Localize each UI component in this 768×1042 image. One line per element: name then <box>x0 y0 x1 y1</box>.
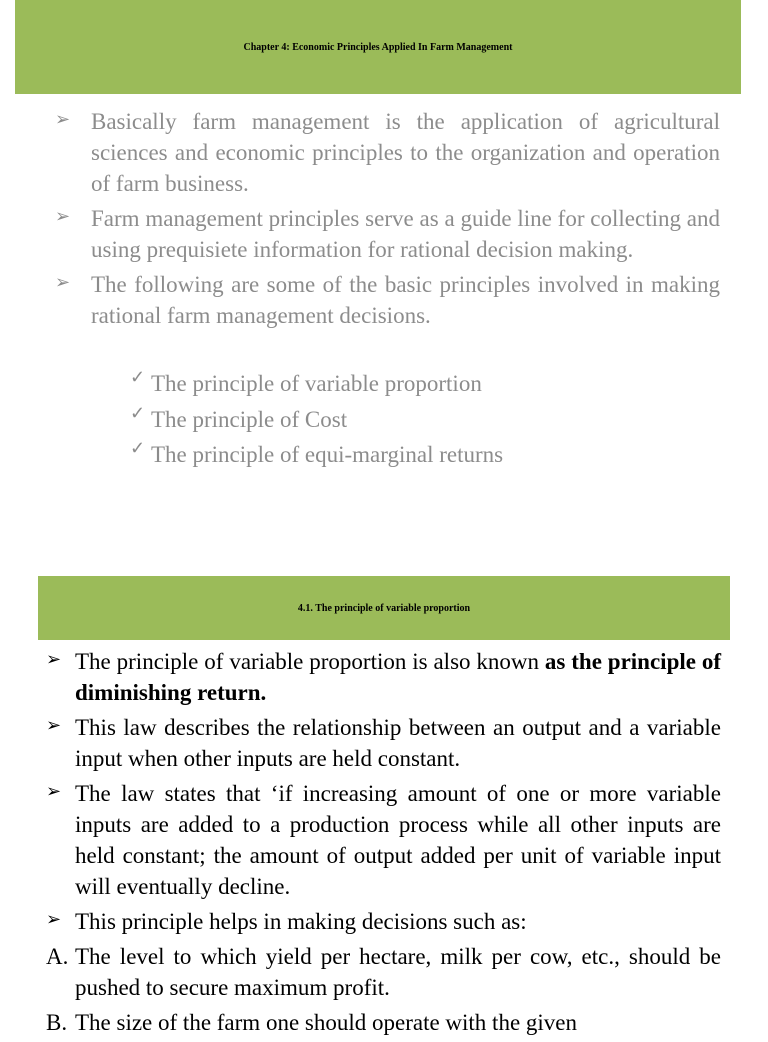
arrow-bullet-icon: ➢ <box>46 909 62 929</box>
arrow-bullet-icon: ➢ <box>46 781 62 801</box>
list-item-text: The law states that ‘if increasing amount of one or more variable inputs are added to a production process while all other inputs are held constant; the amount of output added per unit of variable input will eventually decline. <box>75 781 721 899</box>
item-letter: A. <box>46 944 69 969</box>
check-item-text: The principle of equi-marginal returns <box>151 442 504 467</box>
arrow-bullet-icon: ➢ <box>46 715 62 735</box>
list-item <box>55 269 720 331</box>
lettered-item-text: The level to which yield per hectare, milk per cow, etc., should be pushed to secure maximum profit. <box>75 944 721 1000</box>
list-item <box>46 778 721 902</box>
checkmark-icon: ✓ <box>130 438 146 458</box>
check-item <box>130 437 503 473</box>
list-item-emphasis: as the principle of diminishing return. <box>75 649 721 705</box>
principles-check-list <box>130 366 503 473</box>
list-item <box>46 646 721 708</box>
chapter-title: Chapter 4: Economic Principles Applied In Farm Management <box>243 41 513 53</box>
arrow-bullet-icon: ➢ <box>46 649 62 669</box>
list-item-text: The principle of variable proportion is also known <box>75 649 545 674</box>
item-letter: B. <box>46 1010 68 1035</box>
check-item <box>130 366 503 402</box>
arrow-bullet-icon: ➢ <box>55 109 71 129</box>
check-item <box>130 402 503 438</box>
intro-bullet-list <box>55 106 720 335</box>
checkmark-icon: ✓ <box>130 402 146 423</box>
section-title: 4.1. The principle of variable proportion <box>297 602 471 614</box>
list-item <box>46 906 721 937</box>
principle-bullet-list <box>46 646 721 1042</box>
arrow-bullet-icon: ➢ <box>55 272 71 292</box>
list-item <box>55 203 720 265</box>
check-item-text: The principle of variable proportion <box>151 371 482 396</box>
list-item <box>46 712 721 774</box>
list-item <box>55 106 720 199</box>
list-item-text: Basically farm management is the application of agricultural sciences and economic principles to the organization and operation of farm business. <box>91 109 720 196</box>
lettered-item <box>46 941 721 1003</box>
list-item-text: The following are some of the basic principles involved in making rational farm management decisions. <box>91 272 720 328</box>
section-title-banner <box>38 576 730 640</box>
list-item-text: Farm management principles serve as a guide line for collecting and using prequisiete information for rational decision making. <box>91 206 720 262</box>
list-item-text: This law describes the relationship between an output and a variable input when other inputs are held constant. <box>75 715 721 771</box>
arrow-bullet-icon: ➢ <box>55 206 71 226</box>
check-item-text: The principle of Cost <box>151 406 348 432</box>
chapter-title-banner <box>15 0 741 94</box>
list-item-text: This principle helps in making decisions such as: <box>75 909 527 934</box>
checkmark-icon: ✓ <box>130 367 146 387</box>
lettered-item-text: The size of the farm one should operate with the given <box>75 1010 578 1035</box>
lettered-item <box>46 1007 721 1038</box>
